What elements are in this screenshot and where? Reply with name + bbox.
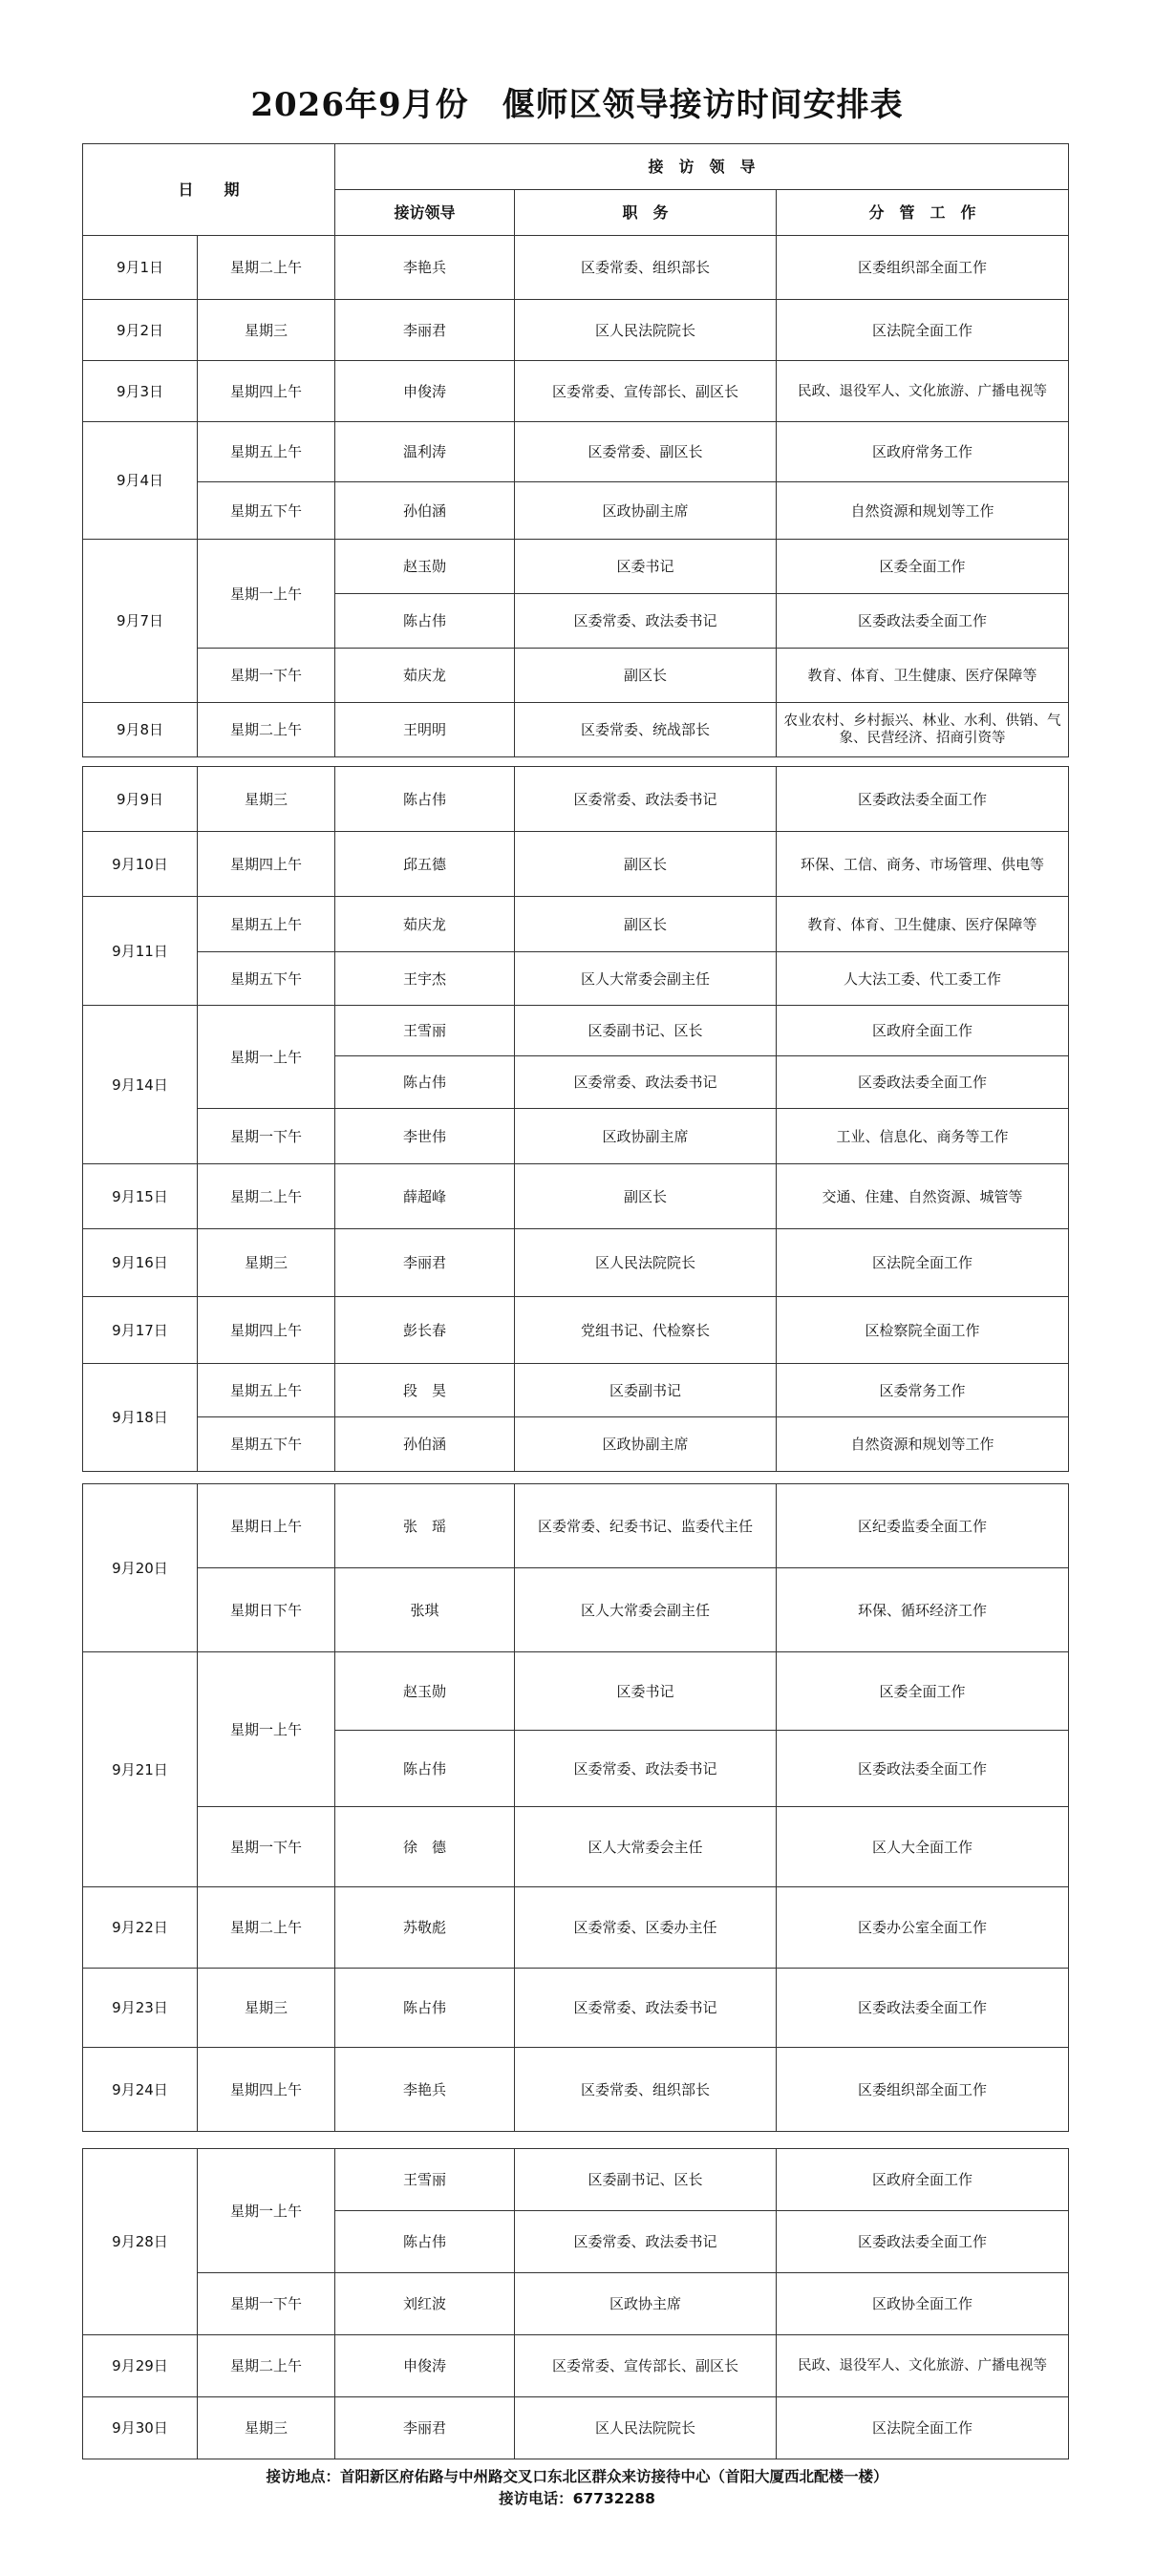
- time-cell: 星期一下午: [198, 1109, 335, 1164]
- time-cell: 星期一下午: [198, 1807, 335, 1887]
- table-row: [83, 1364, 1069, 1417]
- duties-cell: 区政府全面工作: [777, 1006, 1069, 1056]
- duties-cell: 区政府常务工作: [777, 422, 1069, 482]
- date-cell: 9月10日: [83, 832, 198, 897]
- footer-phone: 接访电话：67732288: [499, 2490, 655, 2507]
- table-row: [83, 832, 1069, 897]
- time-cell: 星期二上午: [198, 703, 335, 757]
- time-cell: 星期三: [198, 1229, 335, 1297]
- leader-cell: 王雪丽: [335, 2149, 515, 2211]
- duties-cell: 区委全面工作: [777, 540, 1069, 594]
- duties-cell: 环保、循环经济工作: [777, 1568, 1069, 1652]
- position-cell: 区人大常委会副主任: [515, 1568, 777, 1652]
- time-cell: 星期一下午: [198, 2273, 335, 2335]
- date-cell: 9月2日: [83, 300, 198, 361]
- position-cell: 党组书记、代检察长: [515, 1297, 777, 1364]
- duties-cell: 民政、退役军人、文化旅游、广播电视等: [777, 2335, 1069, 2397]
- table-row: [83, 300, 1069, 361]
- time-cell: 星期二上午: [198, 2335, 335, 2397]
- position-cell: 区委书记: [515, 1652, 777, 1731]
- position-cell: 区委常委、宣传部长、副区长: [515, 2335, 777, 2397]
- table-row: [83, 767, 1069, 832]
- position-cell: 区政协副主席: [515, 482, 777, 540]
- schedule-table-2: [82, 766, 1069, 1472]
- date-cell: 9月28日: [83, 2149, 198, 2335]
- leader-cell: 陈占伟: [335, 1731, 515, 1807]
- date-cell: 9月8日: [83, 703, 198, 757]
- duties-cell: 区委常务工作: [777, 1364, 1069, 1417]
- time-cell: 星期一下午: [198, 649, 335, 703]
- leader-cell: 段 昊: [335, 1364, 515, 1417]
- time-cell: 星期五下午: [198, 482, 335, 540]
- date-cell: 9月16日: [83, 1229, 198, 1297]
- duties-cell: 工业、信息化、商务等工作: [777, 1109, 1069, 1164]
- date-cell: 9月15日: [83, 1164, 198, 1229]
- time-cell: 星期三: [198, 300, 335, 361]
- leader-cell: 苏敬彪: [335, 1887, 515, 1969]
- schedule-table-3: [82, 1483, 1069, 2132]
- leader-cell: 赵玉勋: [335, 540, 515, 594]
- duties-cell: 区委政法委全面工作: [777, 1731, 1069, 1807]
- leader-cell: 王雪丽: [335, 1006, 515, 1056]
- duties-cell: 区纪委监委全面工作: [777, 1484, 1069, 1568]
- table-row: [83, 1652, 1069, 1731]
- table-row: [83, 649, 1069, 703]
- position-cell: 区委常委、组织部长: [515, 236, 777, 300]
- duties-cell: 民政、退役军人、文化旅游、广播电视等: [777, 361, 1069, 422]
- leader-cell: 申俊涛: [335, 361, 515, 422]
- date-cell: 9月23日: [83, 1969, 198, 2048]
- date-cell: 9月22日: [83, 1887, 198, 1969]
- leader-cell: 赵玉勋: [335, 1652, 515, 1731]
- footer: [0, 2466, 1154, 2510]
- duties-cell: 区委组织部全面工作: [777, 236, 1069, 300]
- table-row: [83, 1807, 1069, 1887]
- position-cell: 副区长: [515, 1164, 777, 1229]
- position-cell: 区委常委、纪委书记、监委代主任: [515, 1484, 777, 1568]
- position-cell: 副区长: [515, 897, 777, 952]
- leader-cell: 孙伯涵: [335, 1417, 515, 1472]
- table-row: [83, 1568, 1069, 1652]
- leader-cell: 王明明: [335, 703, 515, 757]
- duties-cell: 区人大全面工作: [777, 1807, 1069, 1887]
- duties-cell: 区委政法委全面工作: [777, 594, 1069, 649]
- time-cell: 星期五上午: [198, 422, 335, 482]
- time-cell: 星期五下午: [198, 1417, 335, 1472]
- table-row: [83, 1969, 1069, 2048]
- leader-cell: 陈占伟: [335, 767, 515, 832]
- position-cell: 区委常委、政法委书记: [515, 1731, 777, 1807]
- page-title: 2026年9月份 偃师区领导接访时间安排表: [250, 86, 904, 124]
- time-cell: 星期五上午: [198, 897, 335, 952]
- table-row: [83, 236, 1069, 300]
- duties-cell: 交通、住建、自然资源、城管等: [777, 1164, 1069, 1229]
- table-row: [83, 1297, 1069, 1364]
- date-cell: 9月3日: [83, 361, 198, 422]
- position-cell: 区委副书记、区长: [515, 1006, 777, 1056]
- position-cell: 区委书记: [515, 540, 777, 594]
- date-cell: 9月24日: [83, 2048, 198, 2132]
- duties-cell: 区政府全面工作: [777, 2149, 1069, 2211]
- table-row: [83, 1887, 1069, 1969]
- leader-cell: 张琪: [335, 1568, 515, 1652]
- position-cell: 区委常委、政法委书记: [515, 767, 777, 832]
- table-row: [83, 897, 1069, 952]
- position-cell: 区政协副主席: [515, 1109, 777, 1164]
- date-cell: 9月20日: [83, 1484, 198, 1652]
- table-row: [83, 1164, 1069, 1229]
- date-cell: 9月9日: [83, 767, 198, 832]
- schedule-table-4: [82, 2148, 1069, 2459]
- date-cell: 9月7日: [83, 540, 198, 703]
- leader-cell: 申俊涛: [335, 2335, 515, 2397]
- leader-cell: 温利涛: [335, 422, 515, 482]
- schedule-table-1: [82, 143, 1069, 757]
- time-cell: 星期三: [198, 767, 335, 832]
- position-cell: 副区长: [515, 832, 777, 897]
- duties-cell: 区政协全面工作: [777, 2273, 1069, 2335]
- time-cell: 星期一上午: [198, 540, 335, 649]
- position-cell: 区委常委、副区长: [515, 422, 777, 482]
- time-cell: 星期四上午: [198, 1297, 335, 1364]
- date-cell: 9月14日: [83, 1006, 198, 1164]
- date-cell: 9月17日: [83, 1297, 198, 1364]
- time-cell: 星期二上午: [198, 1887, 335, 1969]
- leader-cell: 孙伯涵: [335, 482, 515, 540]
- leader-cell: 李世伟: [335, 1109, 515, 1164]
- table-row: [83, 540, 1069, 594]
- position-cell: 区人大常委会主任: [515, 1807, 777, 1887]
- leader-cell: 陈占伟: [335, 1056, 515, 1109]
- position-cell: 区委常委、统战部长: [515, 703, 777, 757]
- duties-cell: 区法院全面工作: [777, 300, 1069, 361]
- date-cell: 9月30日: [83, 2397, 198, 2459]
- time-cell: 星期一上午: [198, 2149, 335, 2273]
- table-row: [83, 2048, 1069, 2132]
- header-leader: 接访领导: [335, 190, 515, 236]
- time-cell: 星期二上午: [198, 1164, 335, 1229]
- position-cell: 区政协主席: [515, 2273, 777, 2335]
- footer-address: 接访地点：首阳新区府佑路与中州路交叉口东北区群众来访接待中心（首阳大厦西北配楼一楼）: [266, 2468, 888, 2485]
- position-cell: 区委常委、政法委书记: [515, 1969, 777, 2048]
- leader-cell: 邱五德: [335, 832, 515, 897]
- position-cell: 副区长: [515, 649, 777, 703]
- leader-cell: 薛超峰: [335, 1164, 515, 1229]
- leader-cell: 张 瑶: [335, 1484, 515, 1568]
- leader-cell: 茹庆龙: [335, 897, 515, 952]
- table-row: [83, 1109, 1069, 1164]
- table-row: [83, 2273, 1069, 2335]
- table-row: [83, 1484, 1069, 1568]
- position-cell: 区人民法院院长: [515, 2397, 777, 2459]
- date-cell: 9月29日: [83, 2335, 198, 2397]
- time-cell: 星期四上午: [198, 832, 335, 897]
- table-row: [83, 703, 1069, 757]
- table-row: [83, 2149, 1069, 2211]
- leader-cell: 李丽君: [335, 1229, 515, 1297]
- table-row: [83, 1229, 1069, 1297]
- time-cell: 星期日下午: [198, 1568, 335, 1652]
- duties-cell: 区委政法委全面工作: [777, 2211, 1069, 2273]
- duties-cell: 教育、体育、卫生健康、医疗保障等: [777, 649, 1069, 703]
- time-cell: 星期日上午: [198, 1484, 335, 1568]
- table-row: [83, 952, 1069, 1006]
- position-cell: 区人大常委会副主任: [515, 952, 777, 1006]
- time-cell: 星期五下午: [198, 952, 335, 1006]
- duties-cell: 环保、工信、商务、市场管理、供电等: [777, 832, 1069, 897]
- time-cell: 星期五上午: [198, 1364, 335, 1417]
- date-cell: 9月21日: [83, 1652, 198, 1887]
- duties-cell: 人大法工委、代工委工作: [777, 952, 1069, 1006]
- table-row: [83, 1006, 1069, 1056]
- duties-cell: 农业农村、乡村振兴、林业、水利、供销、气象、民营经济、招商引资等: [777, 703, 1069, 757]
- position-cell: 区委副书记、区长: [515, 2149, 777, 2211]
- duties-cell: 区委办公室全面工作: [777, 1887, 1069, 1969]
- header-date: 日 期: [83, 144, 335, 236]
- leader-cell: 徐 德: [335, 1807, 515, 1887]
- position-cell: 区委常委、政法委书记: [515, 594, 777, 649]
- leader-cell: 王宇杰: [335, 952, 515, 1006]
- duties-cell: 区委政法委全面工作: [777, 1056, 1069, 1109]
- table-row: [83, 422, 1069, 482]
- leader-cell: 茹庆龙: [335, 649, 515, 703]
- table-row: [83, 1417, 1069, 1472]
- leader-cell: 李艳兵: [335, 2048, 515, 2132]
- leader-cell: 彭长春: [335, 1297, 515, 1364]
- duties-cell: 区委全面工作: [777, 1652, 1069, 1731]
- date-cell: 9月1日: [83, 236, 198, 300]
- position-cell: 区委常委、政法委书记: [515, 2211, 777, 2273]
- duties-cell: 区委政法委全面工作: [777, 767, 1069, 832]
- position-cell: 区政协副主席: [515, 1417, 777, 1472]
- date-cell: 9月4日: [83, 422, 198, 540]
- duties-cell: 区法院全面工作: [777, 1229, 1069, 1297]
- header-position: 职 务: [515, 190, 777, 236]
- table-row: [83, 482, 1069, 540]
- time-cell: 星期四上午: [198, 2048, 335, 2132]
- date-cell: 9月11日: [83, 897, 198, 1006]
- position-cell: 区委副书记: [515, 1364, 777, 1417]
- position-cell: 区委常委、区委办主任: [515, 1887, 777, 1969]
- position-cell: 区委常委、组织部长: [515, 2048, 777, 2132]
- leader-cell: 李艳兵: [335, 236, 515, 300]
- time-cell: 星期一上午: [198, 1652, 335, 1807]
- duties-cell: 自然资源和规划等工作: [777, 1417, 1069, 1472]
- duties-cell: 区法院全面工作: [777, 2397, 1069, 2459]
- time-cell: 星期三: [198, 2397, 335, 2459]
- table-row: [83, 2335, 1069, 2397]
- position-cell: 区委常委、宣传部长、副区长: [515, 361, 777, 422]
- position-cell: 区人民法院院长: [515, 1229, 777, 1297]
- leader-cell: 李丽君: [335, 2397, 515, 2459]
- header-leaders-group: 接 访 领 导: [335, 144, 1069, 190]
- date-cell: 9月18日: [83, 1364, 198, 1472]
- duties-cell: 区委组织部全面工作: [777, 2048, 1069, 2132]
- time-cell: 星期三: [198, 1969, 335, 2048]
- header-duties: 分 管 工 作: [777, 190, 1069, 236]
- position-cell: 区人民法院院长: [515, 300, 777, 361]
- position-cell: 区委常委、政法委书记: [515, 1056, 777, 1109]
- duties-cell: 区检察院全面工作: [777, 1297, 1069, 1364]
- duties-cell: 区委政法委全面工作: [777, 1969, 1069, 2048]
- duties-cell: 教育、体育、卫生健康、医疗保障等: [777, 897, 1069, 952]
- duties-cell: 自然资源和规划等工作: [777, 482, 1069, 540]
- leader-cell: 刘红波: [335, 2273, 515, 2335]
- time-cell: 星期一上午: [198, 1006, 335, 1109]
- table-row: [83, 361, 1069, 422]
- time-cell: 星期四上午: [198, 361, 335, 422]
- leader-cell: 李丽君: [335, 300, 515, 361]
- leader-cell: 陈占伟: [335, 1969, 515, 2048]
- leader-cell: 陈占伟: [335, 594, 515, 649]
- time-cell: 星期二上午: [198, 236, 335, 300]
- leader-cell: 陈占伟: [335, 2211, 515, 2273]
- table-row: [83, 2397, 1069, 2459]
